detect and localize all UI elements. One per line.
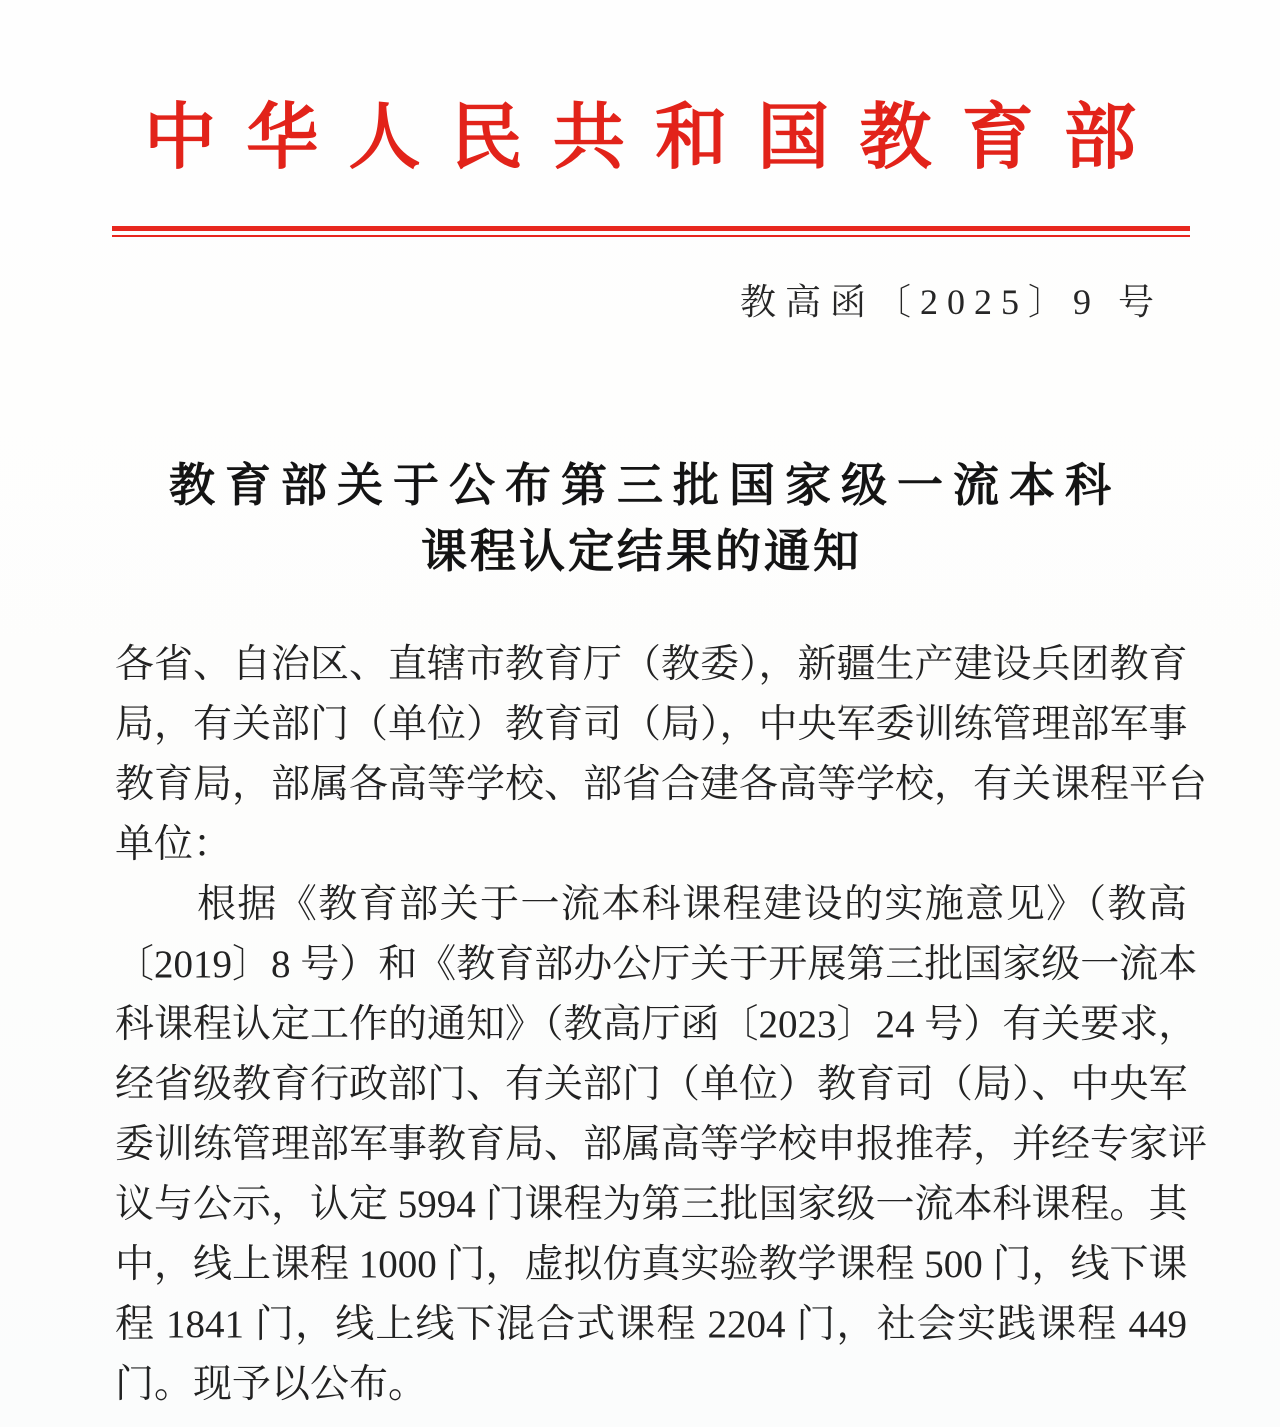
body-line: 根据《教育部关于一流本科课程建设的实施意见》（教高 <box>197 883 1187 926</box>
ministry-masthead: 中华人民共和国教育部 <box>144 98 1136 178</box>
body-line: 委训练管理部军事教育局、部属高等学校申报推荐，并经专家评 <box>115 1123 1208 1166</box>
body-line: 议与公示，认定 5994 门课程为第三批国家级一流本科课程。其 <box>115 1183 1188 1226</box>
doc-number: 教高函〔2025〕9 号 <box>739 282 1163 322</box>
body-line: 单位： <box>115 823 233 866</box>
document-title-line2: 课程认定结果的通知 <box>421 526 862 577</box>
body-line: 经省级教育行政部门、有关部门（单位）教育司（局）、中央军 <box>115 1063 1188 1106</box>
body-line: 门。现予以公布。 <box>115 1363 428 1406</box>
body-line: 教育局，部属各高等学校、部省合建各高等学校，有关课程平台 <box>115 763 1208 806</box>
body-line: 各省、自治区、直辖市教育厅（教委），新疆生产建设兵团教育 <box>115 643 1188 686</box>
red-divider <box>112 226 1190 237</box>
document-body <box>0 635 1280 1415</box>
body-line: 中，线上课程 1000 门，虚拟仿真实验教学课程 500 门，线下课 <box>115 1243 1188 1286</box>
divider-thin-line <box>112 235 1190 237</box>
document-title <box>0 453 1280 585</box>
body-line: 〔2019〕8 号）和《教育部办公厅关于开展第三批国家级一流本 <box>115 943 1198 986</box>
document-title-line1: 教育部关于公布第三批国家级一流本科 <box>169 460 1121 511</box>
body-line: 局，有关部门（单位）教育司（局），中央军委训练管理部军事 <box>115 703 1188 746</box>
body-line: 科课程认定工作的通知》（教高厅函〔2023〕24 号）有关要求， <box>115 1003 1198 1046</box>
body-line: 程 1841 门，线上线下混合式课程 2204 门，社会实践课程 449 <box>115 1303 1187 1346</box>
